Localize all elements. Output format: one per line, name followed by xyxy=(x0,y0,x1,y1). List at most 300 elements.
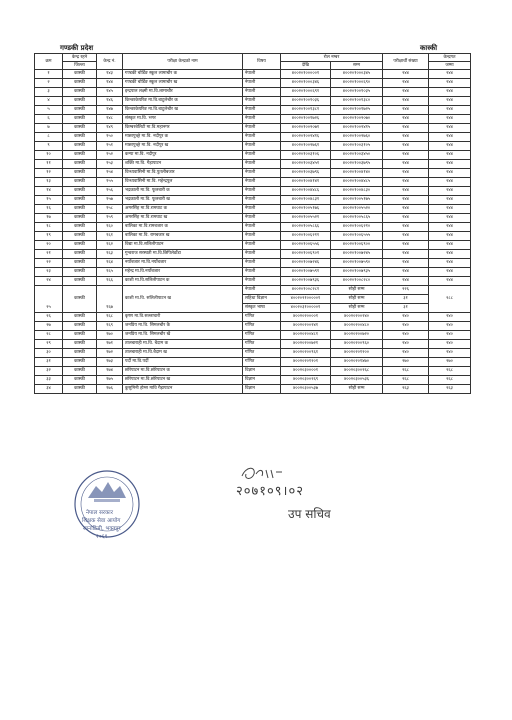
cell-center-name: विद्या मा.वि.सलिलीपाटन xyxy=(123,241,243,250)
cell-center-no: १७२ xyxy=(97,349,123,358)
cell-count: २६३ xyxy=(383,385,429,394)
cell-district: कास्की xyxy=(63,88,97,97)
cell-from: ४००२०१००१३८१ xyxy=(281,106,331,115)
cell-from: ४००२०१००१०३६ xyxy=(281,97,331,106)
cell-total: २६८ xyxy=(429,367,471,376)
cell-from: ४००२०१००७९३६ xyxy=(281,277,331,286)
cell-to: सोही सम्म xyxy=(331,304,383,313)
cell-count: २४४ xyxy=(383,205,429,214)
cell-sn: २२ xyxy=(35,259,63,268)
cell-from: ४००२०१००४१४१ xyxy=(281,178,331,187)
cell-from: ४००२०३००२६९ xyxy=(281,376,331,385)
cell-center-name: संस्कृत मा.वि. भगर xyxy=(123,115,243,124)
cell-center-no: १४३ xyxy=(97,70,123,79)
table-row xyxy=(35,250,471,259)
cell-subject: नेपाली xyxy=(243,205,281,214)
cell-from: ४००२०१००५८६६ xyxy=(281,223,331,232)
cell-sn: १ xyxy=(35,70,63,79)
cell-district: कास्की xyxy=(63,133,97,142)
cell-district: कास्की xyxy=(63,223,97,232)
cell-total: २४४ xyxy=(429,88,471,97)
cell-district: कास्की xyxy=(63,106,97,115)
cell-subject: नेपाली xyxy=(243,223,281,232)
cell-total: २४४ xyxy=(429,79,471,88)
table-row xyxy=(35,241,471,250)
cell-count: २४४ xyxy=(383,232,429,241)
cell-district: कास्की xyxy=(63,160,97,169)
cell-center-name: अमरसिंह मा.वि.रामघाट ख xyxy=(123,214,243,223)
cell-subject: नेपाली xyxy=(243,250,281,259)
cell-center-no: १७१ xyxy=(97,340,123,349)
cell-subject: नेपाली xyxy=(243,115,281,124)
stamp-text-1: नेपाल सरकार xyxy=(86,510,113,516)
cell-total: २४४ xyxy=(429,223,471,232)
exam-center-table xyxy=(34,53,471,394)
cell-center-name: पर्दी मा.वि.पर्दी xyxy=(123,358,243,367)
table-row xyxy=(35,70,471,79)
cell-district: कास्की xyxy=(63,151,97,160)
table-row xyxy=(35,178,471,187)
cell-center-no: १६२ xyxy=(97,241,123,250)
cell-to: ४००२०१०००३४५ xyxy=(331,70,383,79)
table-row xyxy=(35,106,471,115)
cell-total: २४४ xyxy=(429,160,471,169)
cell-district: कास्की xyxy=(63,340,97,349)
table-row xyxy=(35,115,471,124)
cell-total: २४४ xyxy=(429,133,471,142)
cell-total: २४४ xyxy=(429,268,471,277)
table-row xyxy=(35,367,471,376)
cell-center-name: जनप्रिय मा.वि. सिमलचौर खै xyxy=(123,331,243,340)
cell-subject: नेपाली xyxy=(243,286,281,295)
cell-from: ४००२०१०००६९१ xyxy=(281,88,331,97)
cell-to: ४००२०१००३१०५ xyxy=(331,142,383,151)
cell-district: कास्की xyxy=(63,178,97,187)
cell-center-name: इन्द्रपाल लक्ष्मी मा.वि.लामाचौर xyxy=(123,88,243,97)
cell-count: २४४ xyxy=(383,160,429,169)
cell-subject: नेपाली xyxy=(243,277,281,286)
cell-to: ४००२०३००२६८ xyxy=(331,367,383,376)
cell-center-no: १४४ xyxy=(97,79,123,88)
cell-district: कास्की xyxy=(63,142,97,151)
cell-from: ४००२०२००९६१ xyxy=(281,349,331,358)
cell-subject: लहिथा विज्ञान xyxy=(243,295,281,304)
cell-district: कास्की xyxy=(63,241,97,250)
cell-center-name: गण्डकी बोर्डिङ स्कूल लामाचौर क xyxy=(123,70,243,79)
cell-center-no: १५० xyxy=(97,133,123,142)
cell-sn: १९ xyxy=(35,232,63,241)
cell-count: २४४ xyxy=(383,97,429,106)
cell-subject: विज्ञान xyxy=(243,376,281,385)
cell-total: २४४ xyxy=(429,97,471,106)
cell-subject: नेपाली xyxy=(243,241,281,250)
table-row xyxy=(35,259,471,268)
cell-total: २८८ xyxy=(429,286,471,313)
table-row xyxy=(35,223,471,232)
cell-center-no: १५५ xyxy=(97,178,123,187)
cell-from: ४००२०१००५१७६ xyxy=(281,205,331,214)
cell-from: ४००२०२००२४१ xyxy=(281,322,331,331)
col-code-bottom: जम्मा xyxy=(429,62,471,70)
table-row xyxy=(35,277,471,286)
table-row xyxy=(35,169,471,178)
cell-center-no: १६३ xyxy=(97,250,123,259)
cell-total: २४४ xyxy=(429,277,471,286)
stamp-text-2: शिक्षक सेवा आयोग xyxy=(82,518,121,524)
cell-from: ४००२०३१०००००१ xyxy=(281,304,331,313)
cell-district: कास्की xyxy=(63,259,97,268)
cell-district: कास्की xyxy=(63,196,97,205)
cell-subject: नेपाली xyxy=(243,88,281,97)
cell-center-name: किन्डरकेयरिङ मा.वि.बाटुलेचौर क xyxy=(123,97,243,106)
cell-to: ४००२०१००८२८० xyxy=(331,277,383,286)
cell-sn: २४ xyxy=(35,277,63,286)
cell-subject: नेपाली xyxy=(243,133,281,142)
cell-count: २४४ xyxy=(383,277,429,286)
cell-to: ४००२०१००१७२५ xyxy=(331,106,383,115)
table-row xyxy=(35,331,471,340)
cell-to: ४००२०१००६९०० xyxy=(331,241,383,250)
cell-subject: नेपाली xyxy=(243,187,281,196)
cell-total: २४४ xyxy=(429,169,471,178)
col-symbol-from: देखि xyxy=(281,62,331,70)
cell-sn: १५ xyxy=(35,196,63,205)
cell-district: कास्की xyxy=(63,268,97,277)
col-district-top: केन्द्र रहने xyxy=(63,54,97,62)
cell-to: ४००२०१००७९३५ xyxy=(331,268,383,277)
cell-center-no: १६६ xyxy=(97,277,123,286)
cell-sn: ४ xyxy=(35,97,63,106)
cell-from: ४००२०१०००००१ xyxy=(281,70,331,79)
cell-center-no: १५४ xyxy=(97,169,123,178)
cell-count: ३१ xyxy=(383,295,429,304)
cell-total: २४४ xyxy=(429,115,471,124)
cell-center-no: १५९ xyxy=(97,214,123,223)
cell-center-no: १५३ xyxy=(97,160,123,169)
cell-sn: १३ xyxy=(35,178,63,187)
cell-center-no: १४९ xyxy=(97,124,123,133)
cell-total: २६३ xyxy=(429,385,471,394)
cell-to: ४००२०१००४१४० xyxy=(331,169,383,178)
cell-count: २२६ xyxy=(383,286,429,295)
cell-center-name: जनप्रिय मा.वि. सिमलचौर कै xyxy=(123,322,243,331)
cell-sn: ३३ xyxy=(35,376,63,385)
cell-center-no: १७५ xyxy=(97,376,123,385)
cell-center-name: छोरेपाटन मा.वि.छोरेपाटन ख xyxy=(123,376,243,385)
col-sn: क्रम xyxy=(35,54,63,70)
cell-district: कास्की xyxy=(63,205,97,214)
cell-district: कास्की xyxy=(63,376,97,385)
cell-subject: विज्ञान xyxy=(243,385,281,394)
cell-total: २४४ xyxy=(429,250,471,259)
cell-from: ४००२०१००३७९६ xyxy=(281,169,331,178)
cell-count: २४० xyxy=(383,349,429,358)
cell-subject: नेपाली xyxy=(243,178,281,187)
table-row xyxy=(35,385,471,394)
cell-to: ४००२०१०००६९० xyxy=(331,79,383,88)
cell-center-no: १६४ xyxy=(97,259,123,268)
cell-subject: नेपाली xyxy=(243,106,281,115)
cell-district: कास्की xyxy=(63,313,97,322)
cell-from: ४००२०२१०००००१ xyxy=(281,295,331,304)
cell-center-no: १४७ xyxy=(97,106,123,115)
cell-center-no: १४५ xyxy=(97,88,123,97)
cell-to: ४००२०१००१३८० xyxy=(331,97,383,106)
cell-to: ४००२०२०१४७० xyxy=(331,358,383,367)
col-center-no: केन्द्र नं. xyxy=(97,54,123,70)
cell-from: ४००२०३००५३७ xyxy=(281,385,331,394)
cell-count: ३१ xyxy=(383,304,429,313)
col-subject: विषय xyxy=(243,54,281,70)
cell-center-no: १६१ xyxy=(97,232,123,241)
cell-subject: नेपाली xyxy=(243,232,281,241)
cell-sn: ८ xyxy=(35,133,63,142)
cell-subject: नेपाली xyxy=(243,268,281,277)
cell-total: २४४ xyxy=(429,241,471,250)
cell-to: ४००२०१००३४५० xyxy=(331,151,383,160)
cell-to: ४००२०१००२०७० xyxy=(331,115,383,124)
cell-to: ४००२०१००७५९० xyxy=(331,259,383,268)
table-row xyxy=(35,151,471,160)
cell-subject: नेपाली xyxy=(243,142,281,151)
table-row xyxy=(35,349,471,358)
cell-total: २४० xyxy=(429,331,471,340)
cell-from: ४००२०१०००३४६ xyxy=(281,79,331,88)
cell-district: कास्की xyxy=(63,187,97,196)
table-row xyxy=(35,124,471,133)
cell-to: ४००२०१००५५२० xyxy=(331,205,383,214)
table-row xyxy=(35,88,471,97)
cell-total: २४४ xyxy=(429,124,471,133)
cell-center-name: माछापुच्छ्रे मा.वि. नदीपुर ख xyxy=(123,142,243,151)
cell-total: २४० xyxy=(429,349,471,358)
cell-sn: २ xyxy=(35,79,63,88)
cell-count: २४४ xyxy=(383,268,429,277)
cell-center-name: माछापुच्छ्रे मा.वि. नदीपुर क xyxy=(123,133,243,142)
cell-district: कास्की xyxy=(63,250,97,259)
cell-district: कास्की xyxy=(63,214,97,223)
cell-center-name: बालिका मा.वि.रामबजार क xyxy=(123,223,243,232)
cell-from: ४००२०१००७२४६ xyxy=(281,259,331,268)
cell-sn: ११ xyxy=(35,160,63,169)
cell-sn: ३४ xyxy=(35,385,63,394)
cell-district: कास्की xyxy=(63,322,97,331)
cell-to: ४००२०१००६५५५ xyxy=(331,232,383,241)
table-header-row xyxy=(35,54,471,62)
cell-from: ४००२०२००७२१ xyxy=(281,340,331,349)
cell-count: २४४ xyxy=(383,169,429,178)
cell-total: २४४ xyxy=(429,142,471,151)
cell-from: ४००२०१००८२८१ xyxy=(281,286,331,295)
cell-center-no: १७६ xyxy=(97,385,123,394)
cell-count: २४४ xyxy=(383,142,429,151)
cell-total: २४४ xyxy=(429,151,471,160)
cell-center-no: १६९ xyxy=(97,322,123,331)
cell-count: २४४ xyxy=(383,250,429,259)
cell-sn: २३ xyxy=(35,268,63,277)
cell-count: २४४ xyxy=(383,106,429,115)
cell-to: सोही सम्म xyxy=(331,295,383,304)
cell-to: ४००२०१००५८६५ xyxy=(331,214,383,223)
table-row xyxy=(35,187,471,196)
cell-count: २४० xyxy=(383,340,429,349)
cell-center-no: १७० xyxy=(97,331,123,340)
cell-district: कास्की xyxy=(63,124,97,133)
cell-count: २४४ xyxy=(383,259,429,268)
cell-from: ४००२०१००५५२१ xyxy=(281,214,331,223)
cell-to: ४००२०१००५१७५ xyxy=(331,196,383,205)
table-row xyxy=(35,322,471,331)
cell-to: ४००२०१००४४८५ xyxy=(331,178,383,187)
cell-center-name: काशी मा.वि.सलिलीपाटन क xyxy=(123,277,243,286)
cell-sn: २६ xyxy=(35,313,63,322)
table-row xyxy=(35,160,471,169)
cell-count: २४० xyxy=(383,331,429,340)
cell-center-no: १४८ xyxy=(97,115,123,124)
cell-sn: ९ xyxy=(35,142,63,151)
table-row xyxy=(35,214,471,223)
cell-count: २६८ xyxy=(383,376,429,385)
cell-count: २४४ xyxy=(383,88,429,97)
cell-district: कास्की xyxy=(63,79,97,88)
cell-total: २४४ xyxy=(429,106,471,115)
cell-district: कास्की xyxy=(63,286,97,313)
table-row xyxy=(35,232,471,241)
cell-center-no: १५६ xyxy=(97,187,123,196)
stamp-text-3: सानोठिमी, भक्तपुर xyxy=(83,526,121,532)
cell-subject: संस्कृत भाषा xyxy=(243,304,281,313)
cell-total: २४४ xyxy=(429,232,471,241)
cell-to: ४००२०१००७२४५ xyxy=(331,250,383,259)
cell-district: कास्की xyxy=(63,367,97,376)
cell-from: ४००२०१००७५९१ xyxy=(281,268,331,277)
table-row xyxy=(35,313,471,322)
cell-count: २४४ xyxy=(383,187,429,196)
cell-to: ४००२०१००२४१५ xyxy=(331,124,383,133)
cell-center-name: कृष्ण मा.वि.सल्लाघारी xyxy=(123,313,243,322)
cell-count: २४४ xyxy=(383,223,429,232)
cell-sn: ३० xyxy=(35,349,63,358)
cell-center-name: तालबाराही मा.वि. बैदाम क xyxy=(123,340,243,349)
cell-sn: १२ xyxy=(35,169,63,178)
cell-center-no: १५१ xyxy=(97,142,123,151)
cell-center-no: १६७ xyxy=(97,286,123,313)
cell-center-no: १६० xyxy=(97,223,123,232)
cell-center-name: अमरसिंह मा.वि.रामघाट क xyxy=(123,205,243,214)
cell-to: ४००२०२००४८० xyxy=(331,322,383,331)
table-row xyxy=(35,268,471,277)
cell-sn: ३१ xyxy=(35,358,63,367)
cell-from: ४००२०२००४८१ xyxy=(281,331,331,340)
cell-center-name: तालबाराही मा.वि.बैदाम ख xyxy=(123,349,243,358)
cell-from: ४००२०१००४४८६ xyxy=(281,187,331,196)
cell-center-no: १७३ xyxy=(97,358,123,367)
cell-to: ४००२०१००१०३५ xyxy=(331,88,383,97)
cell-center-name: भद्रकाली मा.वि. फूलबारी ख xyxy=(123,196,243,205)
cell-from: ४००२०१००१७२६ xyxy=(281,115,331,124)
cell-center-name: काशी मा.वि. सलिलीपाटन ख xyxy=(123,286,243,313)
cell-count: २४४ xyxy=(383,79,429,88)
cell-from: ४००२०१००२७६१ xyxy=(281,142,331,151)
cell-subject: गणित xyxy=(243,349,281,358)
cell-from: ४००२०३००००१ xyxy=(281,367,331,376)
cell-subject: गणित xyxy=(243,313,281,322)
cell-subject: नेपाली xyxy=(243,196,281,205)
cell-sn: १० xyxy=(35,151,63,160)
col-center-name: परीक्षा केन्द्रको नाम xyxy=(123,54,243,70)
cell-subject: नेपाली xyxy=(243,160,281,169)
cell-total: २४४ xyxy=(429,205,471,214)
table-row xyxy=(35,142,471,151)
cell-from: ४००२०१००३४५१ xyxy=(281,160,331,169)
cell-center-name: किन्डरकेयरिङ मा.वि.बाटुलेचौर ख xyxy=(123,106,243,115)
cell-count: २४४ xyxy=(383,133,429,142)
cell-to: सोही सम्म xyxy=(331,286,383,295)
cell-subject: नेपाली xyxy=(243,70,281,79)
cell-district: कास्की xyxy=(63,277,97,286)
cell-from: ४००२०१००२४१६ xyxy=(281,133,331,142)
cell-sn: ३ xyxy=(35,88,63,97)
cell-total: २४० xyxy=(429,313,471,322)
cell-count: २४४ xyxy=(383,151,429,160)
cell-to: ४००२०२००९६० xyxy=(331,340,383,349)
cell-count: २४४ xyxy=(383,124,429,133)
cell-sn: २७ xyxy=(35,322,63,331)
cell-count: २६८ xyxy=(383,367,429,376)
cell-total: २४० xyxy=(429,322,471,331)
cell-sn: ३२ xyxy=(35,367,63,376)
cell-from: ४००२०१००४८३१ xyxy=(281,196,331,205)
cell-total: २४४ xyxy=(429,214,471,223)
cell-total: २४४ xyxy=(429,259,471,268)
cell-district: कास्की xyxy=(63,70,97,79)
cell-sn: ६ xyxy=(35,115,63,124)
cell-to: ४००२०३००५३६ xyxy=(331,376,383,385)
cell-center-name: गुन्डराज सरस्वती मा.वि.छिपिलेडाँडा xyxy=(123,250,243,259)
cell-center-name: बालिका मा.वि. रामबजार ख xyxy=(123,232,243,241)
table-row xyxy=(35,358,471,367)
table-row xyxy=(35,376,471,385)
cell-center-no: १७४ xyxy=(97,367,123,376)
cell-count: २४४ xyxy=(383,115,429,124)
cell-center-name: भद्रकाली मा.वि. फूलबारी क xyxy=(123,187,243,196)
cell-center-no: १६५ xyxy=(97,268,123,277)
cell-from: ४००२०१००२०७१ xyxy=(281,124,331,133)
cell-center-no: १५७ xyxy=(97,196,123,205)
col-count: परीक्षार्थी संख्या xyxy=(383,54,429,70)
cell-district: कास्की xyxy=(63,331,97,340)
cell-subject: नेपाली xyxy=(243,151,281,160)
cell-from: ४००२०२००००१ xyxy=(281,313,331,322)
cell-to: ४००२०१००६२१० xyxy=(331,223,383,232)
col-code-top: केन्द्रगत xyxy=(429,54,471,62)
cell-total: २४४ xyxy=(429,196,471,205)
cell-center-name: नयाँबजार मा.वि.नयाँबजार xyxy=(123,259,243,268)
cell-from: ४००२०२०१२०१ xyxy=(281,358,331,367)
cell-center-name: शक्ति मा.वि. गैह्रापाटन xyxy=(123,160,243,169)
district-title: कास्की xyxy=(420,44,438,52)
stamp-year: २०६१ xyxy=(96,534,108,540)
cell-sn: २१ xyxy=(35,250,63,259)
cell-district: कास्की xyxy=(63,349,97,358)
cell-subject: नेपाली xyxy=(243,169,281,178)
table-row xyxy=(35,97,471,106)
table-row xyxy=(35,79,471,88)
cell-center-name: कुसुमिनी होम्स मावि गैह्रापाटन xyxy=(123,385,243,394)
cell-count: २४० xyxy=(383,313,429,322)
cell-count: २४४ xyxy=(383,214,429,223)
cell-subject: गणित xyxy=(243,358,281,367)
